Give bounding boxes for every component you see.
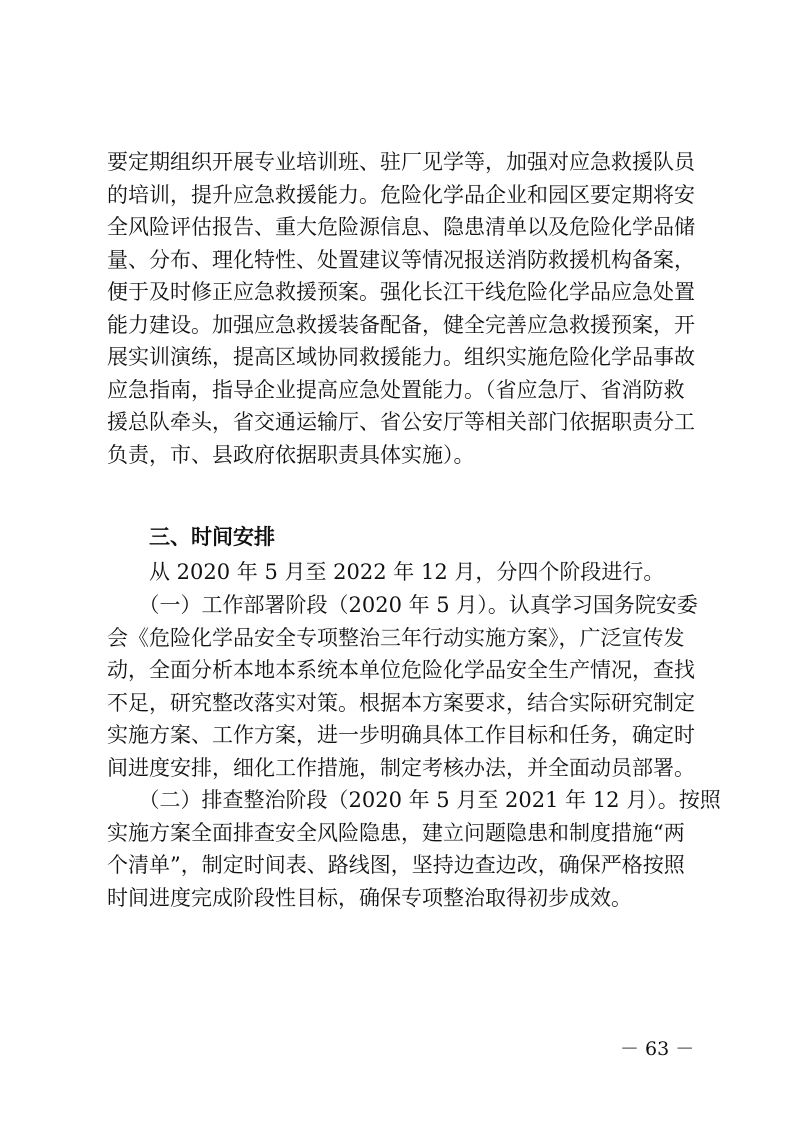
text-line: 便于及时修正应急救援预案。强化长江干线危险化学品应急处置 — [107, 280, 695, 304]
text-line: 不足，研究整改落实对策。根据本方案要求，结合实际研究制定 — [107, 690, 695, 715]
text-line: 动，全面分析本地本系统本单位危险化学品安全生产情况，查找 — [107, 658, 695, 682]
text-line: 的培训，提升应急救援能力。危险化学品企业和园区要定期将安 — [107, 182, 695, 207]
text-line: 实施方案、工作方案，进一步明确具体工作目标和任务，确定时 — [107, 723, 695, 747]
text-line: 能力建设。加强应急救援装备配备，健全完善应急救援预案，开 — [107, 312, 695, 337]
page-number: － 63 － — [620, 1038, 695, 1060]
text-line: 要定期组织开展专业培训班、驻厂见学等，加强对应急救援队员 — [107, 150, 695, 174]
paragraph-continuation — [107, 146, 697, 471]
text-line: 全风险评估报告、重大危险源信息、隐患清单以及危险化学品储 — [107, 215, 695, 239]
text-line: 个清单”，制定时间表、路线图，坚持边查边改，确保严格按照 — [107, 853, 685, 877]
text-line: 实施方案全面排查安全风险隐患，建立问题隐患和制度措施“两 — [107, 820, 685, 845]
text-line: （二）排查整治阶段（2020 年 5 月至 2021 年 12 月）。按照 — [107, 788, 721, 812]
section-heading: 三、时间安排 — [149, 525, 275, 549]
text-line: （一）工作部署阶段（2020 年 5 月）。认真学习国务院安委 — [107, 593, 698, 617]
text-line: 展实训演练，提高区域协同救援能力。组织实施危险化学品事故 — [107, 345, 695, 369]
text-line: 援总队牵头，省交通运输厅、省公安厅等相关部门依据职责分工 — [107, 410, 695, 434]
text-line: 应急指南，指导企业提高应急处置能力。（省应急厅、省消防救 — [107, 377, 685, 402]
paragraph-inspection-phase — [107, 784, 721, 914]
paragraph-deployment-phase — [107, 589, 697, 784]
text-line: 量、分布、理化特性、处置建议等情况报送消防救援机构备案， — [107, 247, 695, 272]
text-line: 时间进度完成阶段性目标，确保专项整治取得初步成效。 — [107, 885, 632, 910]
text-line: 间进度安排，细化工作措施，制定考核办法，并全面动员部署。 — [107, 755, 695, 780]
text-line: 会《危险化学品安全专项整治三年行动实施方案》，广泛宣传发 — [107, 625, 685, 650]
text-line: 从 2020 年 5 月至 2022 年 12 月，分四个阶段进行。 — [107, 560, 665, 584]
text-line: 负责，市、县政府依据职责具体实施）。 — [107, 442, 475, 467]
paragraph-schedule-overview — [107, 556, 697, 589]
